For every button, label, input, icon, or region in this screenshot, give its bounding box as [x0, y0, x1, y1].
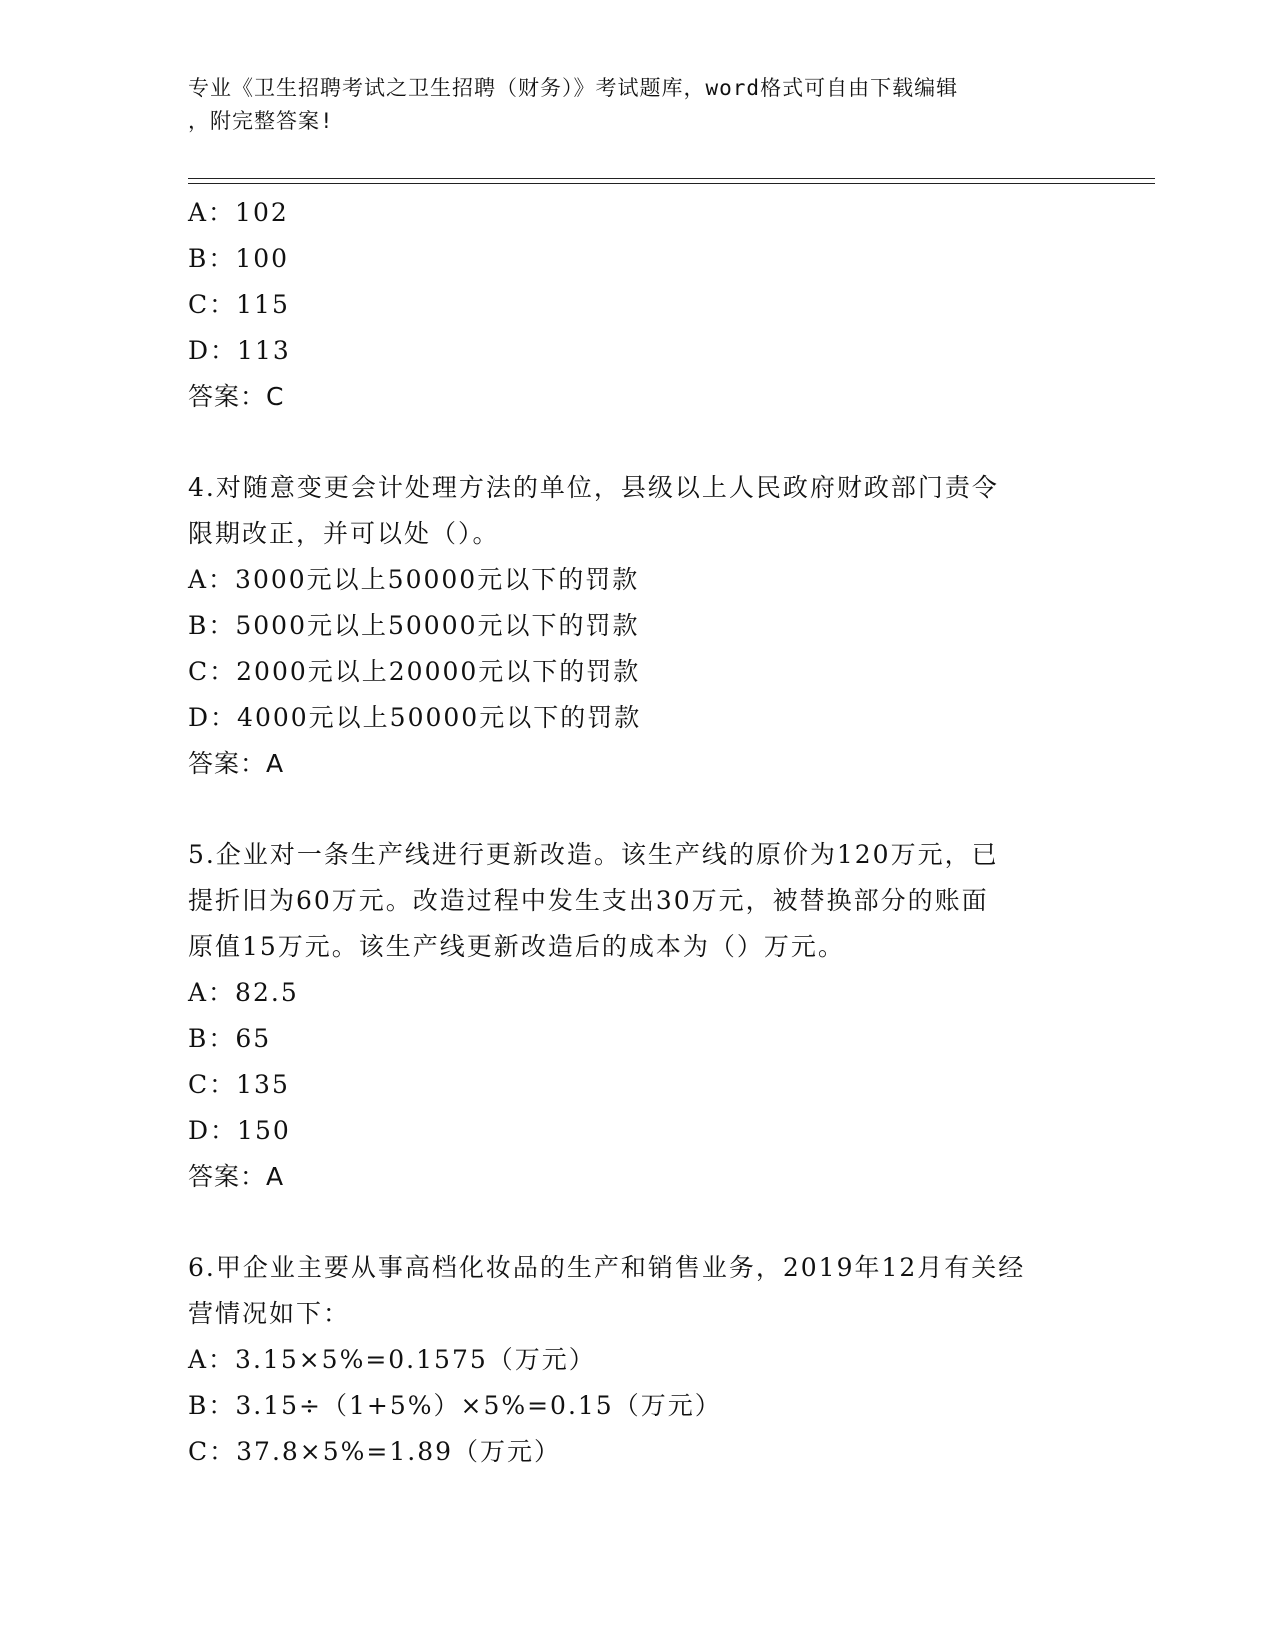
- question-5: [188, 832, 1088, 1200]
- option-b: B：5000元以上50000元以下的罚款: [188, 611, 640, 640]
- question-stem: 营情况如下：: [188, 1299, 351, 1328]
- document-header: [188, 72, 1088, 138]
- option-d: D：113: [188, 336, 291, 365]
- option-c: C：2000元以上20000元以下的罚款: [188, 657, 641, 686]
- option-c: C：37.8×5%=1.89（万元）: [188, 1437, 562, 1466]
- option-a: A：82.5: [188, 978, 299, 1007]
- question-stem: 提折旧为60万元。改造过程中发生支出30万元，被替换部分的账面: [188, 886, 989, 915]
- option-b: B：3.15÷（1+5%）×5%=0.15（万元）: [188, 1391, 722, 1420]
- header-line-2: ，附完整答案!: [188, 109, 334, 133]
- question-stem: 6.甲企业主要从事高档化妆品的生产和销售业务，2019年12月有关经: [188, 1253, 1026, 1282]
- header-divider-bottom: [188, 183, 1155, 184]
- answer: 答案：A: [188, 1162, 285, 1191]
- question-4: [188, 465, 1088, 787]
- option-d: D：150: [188, 1116, 291, 1145]
- option-c: C：115: [188, 290, 290, 319]
- question-stem: 4.对随意变更会计处理方法的单位，县级以上人民政府财政部门责令: [188, 473, 999, 502]
- question-stem: 5.企业对一条生产线进行更新改造。该生产线的原价为120万元，已: [188, 840, 999, 869]
- answer: 答案：C: [188, 382, 285, 411]
- question-stem: 限期改正，并可以处（）。: [188, 519, 500, 548]
- header-divider-top: [188, 178, 1155, 179]
- question-6: [188, 1245, 1088, 1475]
- answer: 答案：A: [188, 749, 285, 778]
- question-stem: 原值15万元。该生产线更新改造后的成本为（）万元。: [188, 932, 845, 961]
- option-a: A：3.15×5%=0.1575（万元）: [188, 1345, 596, 1374]
- option-a: A：102: [188, 198, 289, 227]
- header-line-1: 专业《卫生招聘考试之卫生招聘（财务）》考试题库，word格式可自由下载编辑: [188, 76, 959, 100]
- option-b: B：100: [188, 244, 290, 273]
- option-d: D：4000元以上50000元以下的罚款: [188, 703, 642, 732]
- option-a: A：3000元以上50000元以下的罚款: [188, 565, 640, 594]
- question-content: [188, 190, 1088, 1475]
- option-b: B：65: [188, 1024, 272, 1053]
- option-c: C：135: [188, 1070, 290, 1099]
- question-3: [188, 190, 1088, 420]
